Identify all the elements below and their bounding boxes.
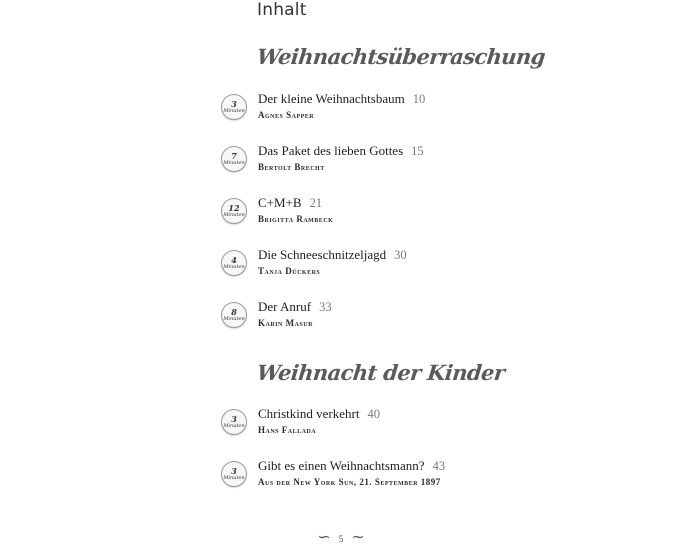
- entry-author: Brigitta Rambeck: [258, 214, 334, 224]
- reading-time-unit: Minuten: [223, 264, 245, 270]
- entry-title-line: [258, 143, 424, 159]
- entry-page-number: 21: [309, 196, 323, 210]
- reading-time-unit: Minuten: [223, 160, 245, 166]
- reading-time-unit: Minuten: [223, 108, 245, 114]
- toc-entry[interactable]: [220, 458, 640, 498]
- entry-title: Christkind verkehrt: [258, 406, 360, 421]
- entry-page-number: 10: [412, 92, 426, 106]
- reading-time-badge: [221, 94, 247, 120]
- reading-time-minutes: 3: [231, 99, 237, 109]
- entry-title-line: [258, 406, 380, 422]
- ornament-right-icon: ∼: [351, 529, 365, 546]
- entry-title: C+M+B: [258, 195, 302, 210]
- entry-title: Die Schneeschnitzeljagd: [258, 247, 387, 262]
- toc-entry[interactable]: [220, 299, 640, 339]
- page-folio: [0, 527, 682, 547]
- entry-author: Hans Fallada: [258, 425, 317, 435]
- reading-time-minutes: 7: [231, 151, 237, 161]
- entry-page-number: 30: [394, 248, 407, 262]
- toc-entry[interactable]: [220, 195, 640, 235]
- entry-author: Agnes Sapper: [258, 110, 315, 120]
- reading-time-badge: [221, 146, 247, 172]
- reading-time-badge: [221, 461, 247, 487]
- entry-title-line: [258, 195, 322, 211]
- entry-author: Karin Masur: [258, 318, 313, 328]
- page-number: 5: [338, 534, 344, 544]
- toc-entry[interactable]: [220, 91, 640, 131]
- entry-author: Bertolt Brecht: [258, 162, 325, 172]
- entry-title-line: [258, 458, 445, 474]
- entry-page-number: 40: [367, 407, 380, 421]
- entry-title: Das Paket des lieben Gottes: [258, 143, 404, 158]
- entry-title-line: [258, 299, 332, 315]
- toc-entry[interactable]: [220, 247, 640, 287]
- reading-time-badge: [221, 302, 247, 328]
- reading-time-unit: Minuten: [223, 423, 245, 429]
- reading-time-minutes: 12: [228, 203, 240, 213]
- entry-page-number: 33: [319, 300, 332, 314]
- entry-page-number: 15: [411, 144, 424, 158]
- entry-page-number: 43: [432, 459, 446, 473]
- reading-time-minutes: 4: [231, 255, 237, 265]
- entry-title-line: [258, 91, 425, 107]
- toc-entry[interactable]: [220, 143, 640, 183]
- reading-time-badge: [221, 409, 247, 435]
- page-heading: Inhalt: [257, 0, 307, 20]
- reading-time-unit: Minuten: [223, 475, 245, 481]
- entry-author: Tanja Dückers: [258, 266, 321, 276]
- reading-time-minutes: 3: [231, 466, 237, 476]
- entry-title-line: [258, 247, 407, 263]
- section-title-weihnachtsueberraschung: Weihnachtsüberraschung: [255, 44, 547, 69]
- entry-title: Der Anruf: [258, 299, 312, 314]
- reading-time-badge: [221, 198, 247, 224]
- ornament-left-icon: ∽: [317, 529, 331, 546]
- reading-time-minutes: 8: [231, 307, 237, 317]
- reading-time-unit: Minuten: [223, 212, 245, 218]
- reading-time-unit: Minuten: [223, 316, 245, 322]
- section-title-weihnacht-der-kinder: Weihnacht der Kinder: [255, 360, 506, 385]
- entry-title: Der kleine Weihnachtsbaum: [258, 91, 405, 106]
- entry-title: Gibt es einen Weihnachtsmann?: [258, 458, 425, 473]
- reading-time-minutes: 3: [231, 414, 237, 424]
- reading-time-badge: [221, 250, 247, 276]
- toc-entry[interactable]: [220, 406, 640, 446]
- entry-author: Aus der New York Sun, 21. September 1897: [258, 477, 441, 487]
